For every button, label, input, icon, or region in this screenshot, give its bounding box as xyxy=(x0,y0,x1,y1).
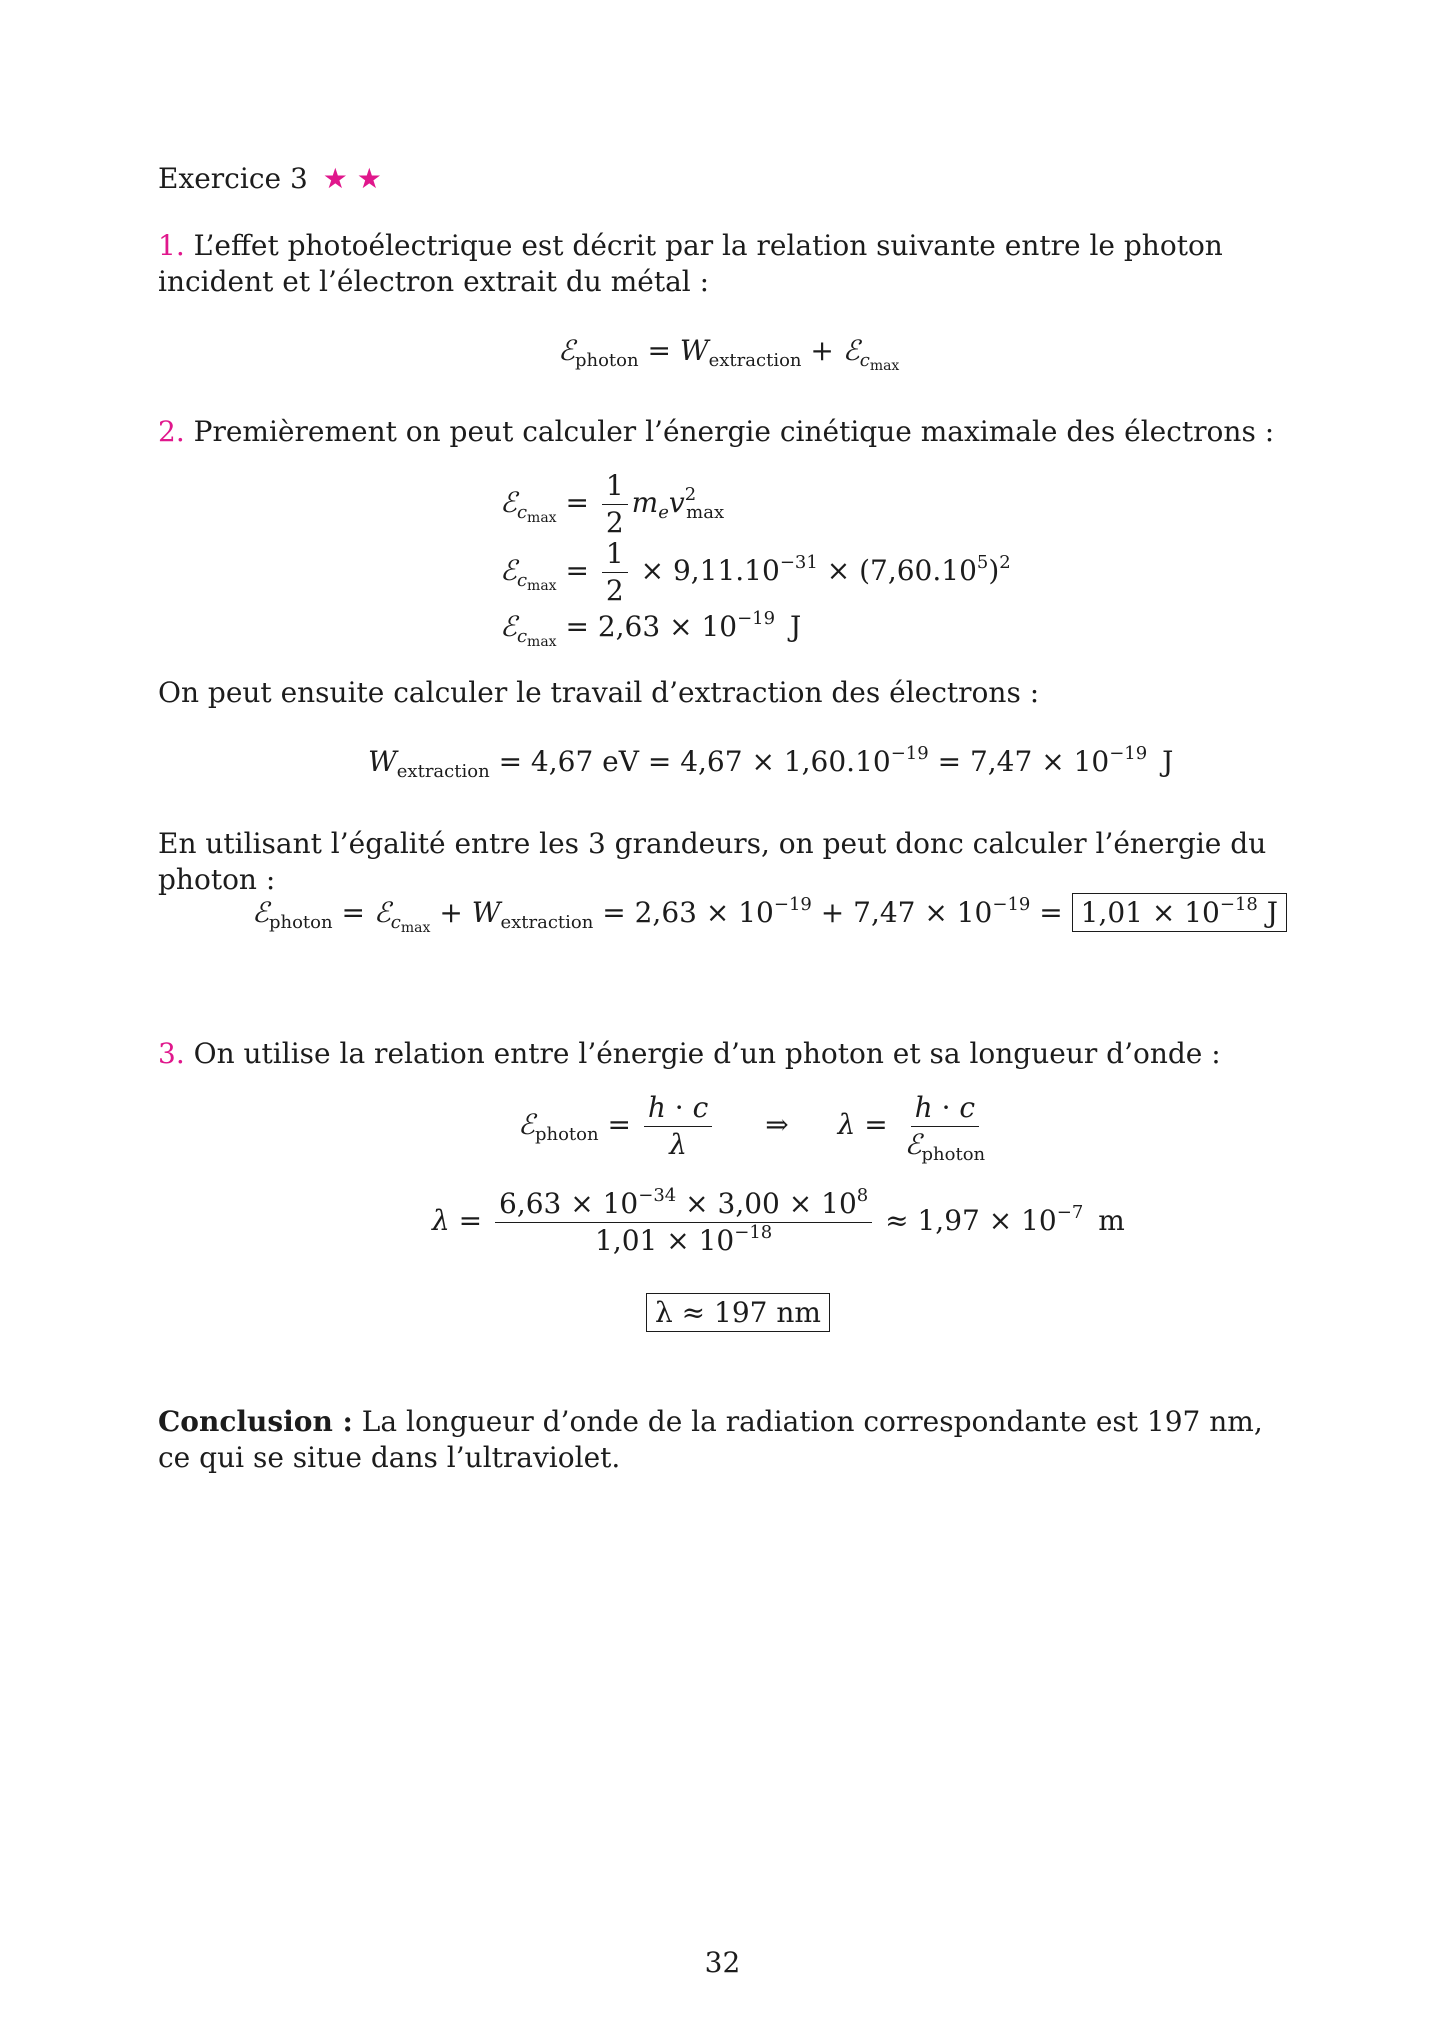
exp-1: −31 xyxy=(779,552,818,573)
calc-result-exp: −7 xyxy=(1056,1202,1084,1223)
sum-result-exp: −18 xyxy=(1219,894,1258,915)
question-1-text: L’effet photoélectrique est décrit par la relation suivante entre le photon incident et l’électron extrait du métal : xyxy=(158,229,1223,298)
kinetic-result-value: = 2,63 × 10 xyxy=(565,610,738,643)
work-eq-a: = 4,67 eV = 4,67 × 1,60.10 xyxy=(498,745,891,778)
kinetic-numeric-b: × (7,60.10 xyxy=(826,554,977,587)
question-2 xyxy=(158,414,1298,450)
wavelength-calculation: λ = $\frac{6,63 \times 10^{-34} \times 3,00 \times 10^8}{1,01 \times 10^{-18}}$ ≈ $1,97 \times 10^{-7}$ m xyxy=(432,1185,1125,1257)
calc-num-exp-2: 8 xyxy=(856,1185,869,1206)
work-unit: J xyxy=(1162,745,1174,778)
wavelength-relation: ℰ$_{photon}$ = $\frac{h \cdot c}{\lambda}$ ⇒ λ = $\frac{h \cdot c}{ℰ_{photon}}$ xyxy=(518,1091,986,1165)
exercise-title-text: Exercice 3 xyxy=(158,162,308,195)
calc-num-b: × 3,00 × 10 xyxy=(685,1187,857,1220)
work-exp-2: −19 xyxy=(1109,743,1148,764)
kinetic-energy-result: ℰ$_{c_{max}}$ = $2,63 \times 10^{-19}$ J xyxy=(500,608,802,650)
page-number: 32 xyxy=(704,1946,741,1979)
question-2-text: Premièrement on peut calculer l’énergie cinétique maximale des électrons : xyxy=(193,415,1275,448)
kinetic-result-unit: J xyxy=(790,610,802,643)
calc-den: 1,01 × 10 xyxy=(595,1224,735,1257)
kinetic-numeric-a: × 9,11.10 xyxy=(640,554,780,587)
work-equation: $W_{extraction} = 4,67$ eV = $4,67 \times 1,60.10^{-19} = 7,47 \times 10^{-19}$ J xyxy=(368,743,1174,782)
question-3-text: On utilise la relation entre l’énergie d’un photon et sa longueur d’onde : xyxy=(193,1037,1221,1070)
sum-intro: En utilisant l’égalité entre les 3 grandeurs, on peut donc calculer l’énergie du photon : xyxy=(158,827,1267,896)
conclusion xyxy=(158,1404,1298,1476)
sum-result: 1,01 × 10 xyxy=(1080,896,1220,929)
kinetic-energy-numeric: ℰ$_{c_{max}}$ = $\frac{1}{2}$ × $9,11.10^{-31} \times (7,60.10^5)^2$ xyxy=(500,537,1011,607)
sum-a: = 2,63 × 10 xyxy=(602,896,774,929)
sum-exp-1: −19 xyxy=(773,894,812,915)
final-wavelength xyxy=(646,1296,830,1329)
calc-den-exp: −18 xyxy=(734,1222,773,1243)
photoelectric-equation: ℰ$_{photon}$ = $W_{extraction}$ + ℰ$_{c_{max}}$ xyxy=(558,334,900,374)
final-wavelength-box: λ ≈ 197 nm xyxy=(646,1293,830,1332)
sum-exp-2: −19 xyxy=(992,894,1031,915)
question-2-number: 2. xyxy=(158,415,185,448)
question-1-number: 1. xyxy=(158,229,185,262)
kinetic-energy-formula: ℰ$_{c_{max}}$ = $\frac{1}{2}$ $m_ev^2_{max}$ xyxy=(500,469,725,539)
kinetic-result-exp: −19 xyxy=(737,608,776,629)
paren-close: ) xyxy=(988,554,1000,587)
photon-energy-result-box xyxy=(1072,893,1287,932)
sum-b: + 7,47 × 10 xyxy=(820,896,993,929)
work-exp-1: −19 xyxy=(890,743,929,764)
work-intro: On peut ensuite calculer le travail d’extraction des électrons : xyxy=(158,676,1040,709)
conclusion-label: Conclusion : xyxy=(158,1405,353,1438)
calc-result: ≈ 1,97 × 10 xyxy=(885,1204,1057,1237)
question-1 xyxy=(158,228,1298,300)
exercise-title xyxy=(158,162,382,195)
difficulty-stars-icon: ★ ★ xyxy=(322,162,382,195)
question-3-number: 3. xyxy=(158,1037,185,1070)
sum-result-unit: J xyxy=(1266,896,1279,929)
exp-2: 5 xyxy=(976,552,989,573)
calc-num-a: 6,63 × 10 xyxy=(499,1187,639,1220)
calc-num-exp-1: −34 xyxy=(638,1185,677,1206)
calc-result-unit: m xyxy=(1098,1204,1125,1237)
work-eq-b: = 7,47 × 10 xyxy=(937,745,1110,778)
conclusion-text: La longueur d’onde de la radiation correspondante est 197 nm, ce qui se situe dans l’ultraviolet. xyxy=(158,1405,1263,1474)
photon-energy-equation: ℰ$_{photon}$ = ℰ$_{c_{max}}$ + $W_{extraction} = 2,63 \times 10^{-19} + 7,47 \times 10^{-19} = 1,01 \times 10^{-18}$ J xyxy=(252,896,1287,929)
exp-3: 2 xyxy=(999,552,1011,573)
question-3 xyxy=(158,1036,1298,1072)
